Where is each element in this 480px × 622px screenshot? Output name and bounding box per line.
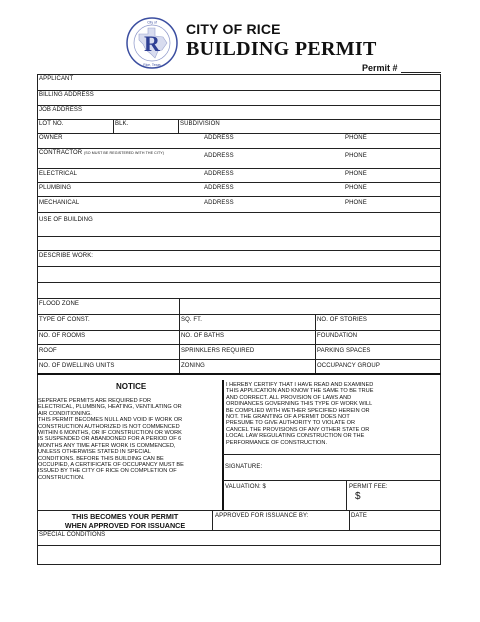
seal-text-bottom: Rice, Texas (143, 63, 161, 67)
zoning-label: ZONING (181, 363, 205, 369)
notice-line: AIR CONDITIONING. (38, 410, 92, 417)
city-seal (125, 16, 179, 70)
permit-banner (38, 512, 212, 530)
notice-line: CONSTRUCTION AUTHORIZED IS NOT COMMENCED (38, 423, 180, 430)
electrical-address-label: ADDRESS (204, 171, 234, 177)
mechanical-address-label: ADDRESS (204, 200, 234, 206)
permit-number-label: Permit # (362, 63, 398, 73)
notice-line: CONDITIONS. BEFORE THIS BUILDING CAN BE (38, 455, 164, 462)
use-of-building-label: USE OF BUILDING (39, 217, 93, 223)
no-of-rooms-label: NO. OF ROOMS (39, 333, 86, 339)
certify-body (226, 382, 438, 446)
applicant-label: APPLICANT (39, 76, 74, 82)
occupancy-group-label: OCCUPANCY GROUP (317, 363, 380, 369)
certify-line: ORDINANCES GOVERNING THIS TYPE OF WORK WILL (226, 401, 373, 408)
permit-fee-label: PERMIT FEE: (349, 484, 388, 490)
sprinklers-required-label: SPRINKLERS REQUIRED (181, 348, 255, 354)
billing-address-label: BILLING ADDRESS (39, 92, 94, 98)
notice-line: SEPERATE PERMITS ARE REQUIRED FOR (38, 398, 152, 404)
special-conditions-label: SPECIAL CONDITIONS (39, 532, 106, 538)
notice-line: IS SUSPENDED OR ABANDONED FOR A PERIOD OF 6 (38, 436, 182, 443)
permit-number-field[interactable] (401, 72, 441, 73)
no-of-stories-label: NO. OF STORIES (317, 317, 367, 323)
flood-zone-label: FLOOD ZONE (39, 301, 80, 307)
certify-line: PRESUME TO GIVE AUTHORITY TO VIOLATE OR (226, 420, 355, 427)
certify-line: PERFORMANCE OF CONSTRUCTION. (226, 439, 327, 446)
owner-label: OWNER (39, 135, 63, 141)
lot-no-label: LOT NO. (39, 121, 64, 127)
no-of-baths-label: NO. OF BATHS (181, 333, 225, 339)
sq-ft-label: SQ. FT. (181, 317, 203, 323)
owner-address-label: ADDRESS (204, 135, 234, 141)
roof-label: ROOF (39, 348, 57, 354)
certify-line: CANCEL THE PROVISIONS OF ANY OTHER STATE OR (226, 426, 370, 433)
electrical-label: ELECTRICAL (39, 171, 78, 177)
plumbing-phone-label: PHONE (345, 185, 367, 191)
electrical-phone-label: PHONE (345, 171, 367, 177)
approved-by-label: APPROVED FOR ISSUANCE BY: (215, 513, 309, 519)
banner-line-1: THIS BECOMES YOUR PERMIT (71, 512, 179, 521)
banner-line-2: WHEN APPROVED FOR ISSUANCE (64, 521, 186, 530)
seal-text-top: City of (147, 20, 157, 25)
notice-line: OCCUPIED, A CERTIFICATE OF OCCUPANCY MUST BE (38, 462, 184, 469)
certify-line: BE COMPLIED WITH WETHER SPECIFIED HEREIN OR (226, 407, 370, 414)
plumbing-address-label: ADDRESS (204, 185, 234, 191)
city-name: CITY OF RICE (186, 21, 281, 37)
subdivision-label: SUBDIVISION (180, 121, 220, 127)
seal-letter: R (144, 31, 160, 56)
foundation-label: FOUNDATION (317, 333, 358, 339)
date-label: DATE (351, 513, 367, 519)
notice-line: WITHIN 6 MONTHS, OR IF CONSTRUCTION OR WORK (38, 430, 182, 437)
mechanical-phone-label: PHONE (345, 200, 367, 206)
contractor-address-label: ADDRESS (204, 153, 234, 159)
owner-phone-label: PHONE (345, 135, 367, 141)
notice-line: THIS PERMIT BECOMES NULL AND VOID IF WORK OR (38, 417, 183, 424)
page-title: BUILDING PERMIT (186, 38, 377, 60)
notice-line: ISSUED BY THE CITY OF RICE ON COMPLETION OF (38, 468, 177, 475)
type-of-const-label: TYPE OF CONST. (39, 317, 90, 323)
contractor-note: (SO MUST BE REGISTERED WITH THE CITY) (84, 151, 165, 155)
describe-work-label: DESCRIBE WORK: (39, 253, 94, 259)
notice-line: MONTHS ANY TIME AFTER WORK IS COMMENCED, (38, 442, 176, 449)
signature-label: SIGNATURE: (225, 464, 263, 470)
certify-line: NOT. THE GRANTING OF A PERMIT DOES NOT (226, 414, 350, 421)
job-address-label: JOB ADDRESS (39, 107, 83, 113)
notice-line: CONSTRUCTION. (38, 474, 85, 481)
notice-body (38, 398, 220, 481)
certify-line: THIS APPLICATION AND KNOW THE SAME TO BE TRUE (226, 388, 374, 395)
mechanical-label: MECHANICAL (39, 200, 80, 206)
plumbing-label: PLUMBING (39, 185, 72, 191)
notice-title: NOTICE (116, 382, 147, 391)
certify-line: AND CORRECT. ALL PROVISION OF LAWS AND (226, 394, 352, 401)
notice-line: UNLESS OTHERWISE STATED IN SPECIAL (38, 449, 151, 456)
permit-fee-symbol: $ (355, 491, 361, 502)
valuation-label: VALUATION: $ (225, 484, 266, 490)
notice-line: ELECTRICAL, PLUMBING, HEATING, VENTILATING OR (38, 404, 182, 411)
blk-label: BLK. (115, 121, 129, 127)
contractor-label (39, 150, 164, 157)
contractor-label-text: CONTRACTOR (39, 150, 83, 156)
no-of-dwelling-units-label: NO. OF DWELLING UNITS (39, 363, 115, 369)
parking-spaces-label: PARKING SPACES (317, 348, 371, 354)
certify-line: I HEREBY CERTIFY THAT I HAVE READ AND EXAMINED (226, 382, 374, 388)
contractor-phone-label: PHONE (345, 153, 367, 159)
certify-line: LOCAL LAW REGULATING CONSTRUCTION OR THE (226, 433, 365, 440)
